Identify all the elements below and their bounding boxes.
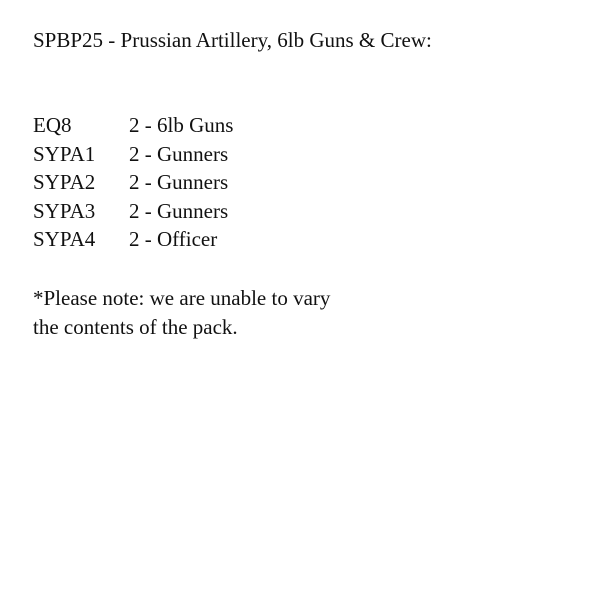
- item-description: 2 - Officer: [129, 227, 218, 251]
- list-item: [33, 111, 233, 140]
- pack-title: SPBP25 - Prussian Artillery, 6lb Guns & Crew:: [33, 28, 432, 52]
- item-code: SYPA1: [33, 141, 96, 166]
- item-code: EQ8: [33, 113, 72, 137]
- item-description: 2 - Gunners: [129, 198, 229, 223]
- note-line: the contents of the pack.: [33, 314, 238, 339]
- item-code: SYPA2: [33, 170, 96, 194]
- item-description: 2 - Gunners: [129, 170, 229, 194]
- list-item: [33, 168, 233, 197]
- item-code: SYPA3: [33, 198, 96, 223]
- item-description: 2 - 6lb Guns: [129, 113, 234, 137]
- item-code: SYPA4: [33, 227, 96, 251]
- list-item: [33, 197, 233, 226]
- note-line: *Please note: we are unable to vary: [33, 286, 331, 310]
- pack-note: [33, 284, 553, 341]
- pack-contents-list: [33, 111, 233, 254]
- item-description: 2 - Gunners: [129, 141, 229, 166]
- list-item: [33, 225, 233, 254]
- list-item: [33, 140, 233, 169]
